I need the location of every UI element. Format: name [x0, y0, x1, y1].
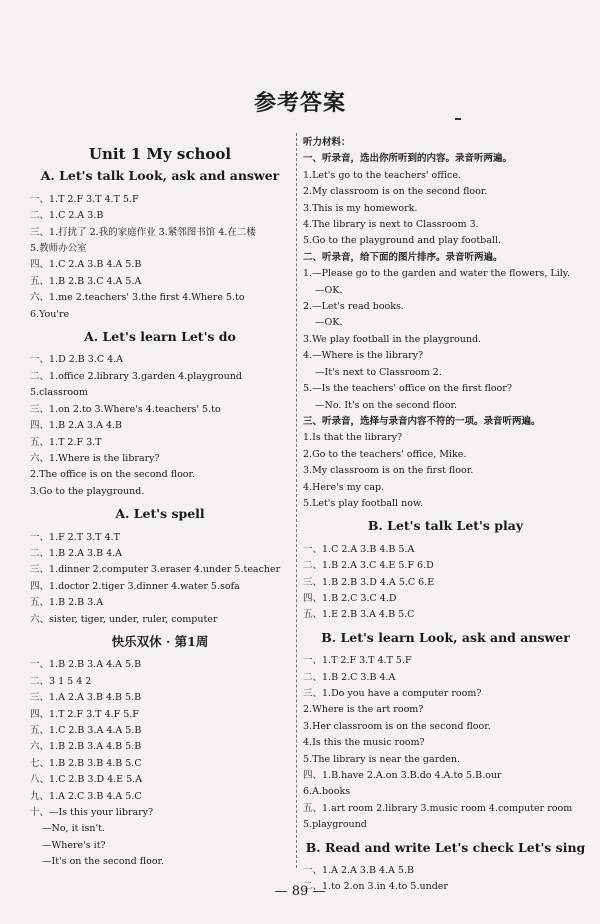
answer-line: 六、1.B 2.B 3.A 4.B 5.B — [30, 741, 142, 753]
answer-line: 4.Is this the music room? — [303, 737, 425, 749]
answer-line: 八、1.C 2.B 3.D 4.E 5.A — [30, 774, 143, 786]
answer-line: 二、1.B 2.A 3.C 4.E 5.F 6.D — [303, 560, 434, 572]
script-line: 1.Is that the library? — [303, 432, 403, 444]
answer-line: 四、1.B 2.A 3.A 4.B — [30, 420, 122, 432]
answer-line: 五、1.B 2.B 3.C 4.A 5.A — [30, 275, 142, 287]
answer-line: 5.playground — [303, 819, 367, 831]
script-line: 2.—Let's read books. — [303, 301, 404, 313]
answer-line: 六、sister, tiger, under, ruler, computer — [30, 613, 218, 625]
answer-line: 二、3 1 5 4 2 — [30, 675, 92, 687]
answer-line: 一、1.B 2.B 3.A 4.A 5.B — [30, 659, 142, 671]
listening-material — [303, 151, 588, 512]
listening-heading: 二、听录音，给下面的图片排序。录音听两遍。 — [303, 251, 503, 263]
right-sections — [303, 518, 588, 896]
answer-line: 2.The office is on the second floor. — [30, 469, 196, 481]
answer-line: 3.Her classroom is on the second floor. — [303, 720, 491, 732]
script-line: 4.Here's my cap. — [303, 481, 385, 493]
answer-line: 一、1.T 2.F 3.T 4.T 5.F — [303, 655, 412, 667]
answer-line: 六、1.me 2.teachers' 3.the first 4.Where 5.to — [30, 292, 245, 304]
script-line: 2.Go to the teachers' office, Mike. — [303, 448, 467, 460]
script-line: —No. It's on the second floor. — [315, 399, 457, 411]
answer-line: 5.教师办公室 — [30, 243, 87, 255]
answer-line: 一、1.T 2.F 3.T 4.T 5.F — [30, 193, 139, 205]
section-heading: A. Let's spell — [115, 506, 205, 522]
answer-line: —It's on the second floor. — [42, 856, 165, 868]
script-line: 5.Go to the playground and play football. — [303, 235, 502, 247]
right-column — [303, 135, 588, 896]
page-title: 参考答案 — [253, 91, 346, 116]
script-line: 4.—Where is the library? — [303, 350, 424, 362]
script-line: 5.Let's play football now. — [303, 497, 423, 509]
answer-line: 五、1.T 2.F 3.T — [30, 436, 102, 448]
section-heading: B. Let's learn Look, ask and answer — [321, 629, 570, 645]
script-line: 2.My classroom is on the second floor. — [303, 186, 488, 198]
answer-line: —Where's it? — [42, 839, 106, 851]
script-line: 5.—Is the teachers' office on the first floor? — [303, 383, 512, 395]
answer-line: 三、1.dinner 2.computer 3.eraser 4.under 5.teacher — [30, 564, 281, 576]
listening-label: 听力材料： — [303, 137, 351, 148]
answer-line: 三、1.B 2.B 3.D 4.A 5.C 6.E — [303, 576, 435, 588]
section-heading: A. Let's learn Let's do — [84, 329, 236, 345]
section-heading: 快乐双休 · 第1周 — [111, 633, 209, 649]
left-sections — [30, 168, 290, 870]
answer-line: 五、1.art room 2.library 3.music room 4.computer room — [303, 802, 573, 814]
answer-line: 3.Go to the playground. — [30, 485, 145, 497]
listening-heading: 一、听录音，选出你所听到的内容。录音听两遍。 — [303, 153, 513, 165]
script-line: —It's next to Classroom 2. — [315, 366, 442, 378]
answer-line: 二、1.office 2.library 3.garden 4.playground — [30, 370, 242, 382]
answer-line: 5.The library is near the garden. — [303, 753, 461, 765]
answer-line: 6.You're — [30, 308, 70, 320]
answer-line: 四、1.C 2.A 3.B 4.A 5.B — [30, 259, 142, 271]
answer-line: 三、1.Do you have a computer room? — [303, 688, 482, 699]
answer-line: 三、1.A 2.A 3.B 4.B 5.B — [30, 692, 142, 704]
script-line: 4.The library is next to Classroom 3. — [303, 219, 479, 231]
script-line: —OK. — [315, 284, 343, 296]
script-line: 3.My classroom is on the first floor. — [303, 465, 474, 477]
answer-line: 一、1.A 2.A 3.B 4.A 5.B — [303, 865, 414, 877]
answer-line: 五、1.C 2.B 3.A 4.A 5.B — [30, 725, 142, 736]
script-line: —OK. — [315, 317, 343, 329]
left-column — [30, 140, 290, 871]
script-line: 1.—Please go to the garden and water the flowers, Lily. — [303, 268, 570, 280]
answer-line: 二、1.B 2.C 3.B 4.A — [303, 671, 396, 683]
answer-line: —No, it isn't. — [42, 823, 105, 835]
answer-line: 一、1.D 2.B 3.C 4.A — [30, 354, 124, 366]
script-line: 3.We play football in the playground. — [303, 333, 482, 345]
answer-line: 六、1.Where is the library? — [30, 452, 160, 464]
answer-line: 三、1.on 2.to 3.Where's 4.teachers' 5.to — [30, 403, 221, 415]
answer-line: 五、1.E 2.B 3.A 4.B 5.C — [303, 609, 415, 621]
page-number: — 89 — — [274, 884, 326, 899]
answer-line: 一、1.F 2.T 3.T 4.T — [30, 531, 120, 543]
answer-line: 四、1.B 2.C 3.C 4.D — [303, 592, 397, 604]
answer-line: 十、—Is this your library? — [30, 807, 154, 819]
answer-line: 五、1.B 2.B 3.A — [30, 597, 104, 609]
answer-line: 5.classroom — [30, 387, 88, 399]
stray-mark — [455, 118, 461, 120]
answer-line: 四、1.B.have 2.A.on 3.B.do 4.A.to 5.B.our — [303, 770, 502, 782]
answer-line: 一、1.C 2.A 3.B 4.B 5.A — [303, 543, 415, 555]
section-heading: B. Let's talk Let's play — [367, 518, 524, 534]
answer-line: 四、1.doctor 2.tiger 3.dinner 4.water 5.sofa — [30, 580, 240, 592]
answer-line: 二、1.B 2.A 3.B 4.A — [30, 547, 122, 559]
answer-line: 七、1.B 2.B 3.B 4.B 5.C — [30, 757, 142, 769]
script-line: 3.This is my homework. — [303, 202, 418, 214]
answer-line: 三、1.打扰了 2.我的家庭作业 3.紧邻图书馆 4.在二楼 — [30, 226, 256, 238]
section-heading: A. Let's talk Look, ask and answer — [40, 168, 280, 184]
answer-line: 四、1.T 2.F 3.T 4.F 5.F — [30, 708, 139, 720]
unit-title: Unit 1 My school — [88, 145, 232, 163]
answer-line: 九、1.A 2.C 3.B 4.A 5.C — [30, 790, 142, 802]
section-heading: B. Read and write Let's check Let's sing — [305, 839, 586, 855]
listening-heading: 三、听录音，选择与录音内容不符的一项。录音听两遍。 — [303, 415, 541, 427]
column-divider — [296, 133, 297, 868]
answer-line: 二、1.C 2.A 3.B — [30, 210, 104, 222]
script-line: 1.Let's go to the teachers' office. — [303, 169, 461, 181]
answer-line: 二、1.to 2.on 3.in 4.to 5.under — [303, 881, 448, 893]
answer-line: 6.A.books — [303, 786, 351, 798]
answer-line: 2.Where is the art room? — [303, 704, 424, 716]
